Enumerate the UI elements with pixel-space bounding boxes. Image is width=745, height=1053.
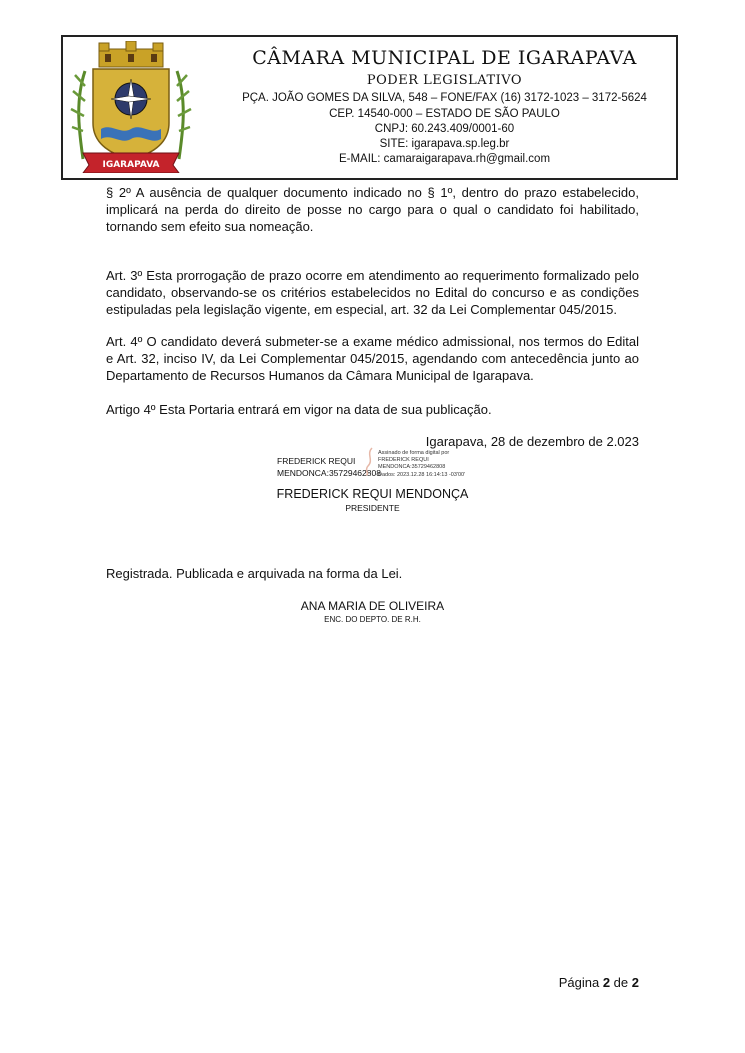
- header-site: SITE: igarapava.sp.leg.br: [379, 138, 510, 150]
- page-number: Página 2 de 2: [558, 975, 639, 990]
- header-email: E-MAIL: camaraigarapava.rh@gmail.com: [338, 153, 551, 165]
- paragraph-section-2: § 2º A ausência de qualquer documento indicado no § 1º, dentro do prazo estabelecido, implicará na perda do direito de posse no cargo para o qual o candidato foi habilitado, tornando sem efeito sua nomeação.: [106, 185, 639, 234]
- digital-signature-name: FREDERICK REQUI MENDONCA:35729462808: [277, 456, 381, 478]
- place-date: Igarapava, 28 de dezembro de 2.023: [425, 434, 639, 449]
- letterhead: [61, 35, 678, 180]
- paragraph-article-3: Art. 3º Esta prorrogação de prazo ocorre em atendimento ao requerimento formalizado pelo candidato, observando-se os critérios estabelecidos no Edital do concurso e as condições estipuladas pela legislação vigente, em especial, art. 32 da Lei Complementar 045/2015.: [106, 268, 639, 317]
- signature-mark-icon: [362, 446, 376, 476]
- header-address: PÇA. JOÃO GOMES DA SILVA, 548 – FONE/FAX (16) 3172-1023 – 3172-5624: [242, 92, 647, 104]
- header-cnpj: CNPJ: 60.243.409/0001-60: [374, 123, 515, 135]
- digital-signature-details: Assinado de forma digital por FREDERICK REQUI MENDONCA:35729462808 Dados: 2023.12.28 16:14:13 -03'00': [378, 450, 466, 478]
- signatory-name: FREDERICK REQUI MENDONÇA: [276, 487, 469, 501]
- institution-subtitle: PODER LEGISLATIVO: [366, 73, 523, 88]
- signatory-role: PRESIDENTE: [345, 503, 400, 513]
- institution-title: CÂMARA MUNICIPAL DE IGARAPAVA: [252, 47, 637, 69]
- secondary-signatory-role: ENC. DO DEPTO. DE R.H.: [324, 615, 421, 624]
- secondary-signatory-name: ANA MARIA DE OLIVEIRA: [300, 599, 445, 613]
- svg-text:IGARAPAVA: IGARAPAVA: [102, 160, 160, 170]
- header-cep: CEP. 14540-000 – ESTADO DE SÃO PAULO: [329, 108, 560, 120]
- paragraph-article-4: Art. 4º O candidato deverá submeter-se a exame médico admissional, nos termos do Edital e Art. 32, inciso IV, da Lei Complementar 045/2015, agendando com antecedência junto ao Departamento de Recursos Humanos da Câmara Municipal de Igarapava.: [106, 334, 639, 383]
- municipal-crest-icon: [69, 41, 193, 173]
- registration-note: Registrada. Publicada e arquivada na forma da Lei.: [106, 566, 403, 581]
- paragraph-article-4-effect: Artigo 4º Esta Portaria entrará em vigor na data de sua publicação.: [106, 402, 492, 417]
